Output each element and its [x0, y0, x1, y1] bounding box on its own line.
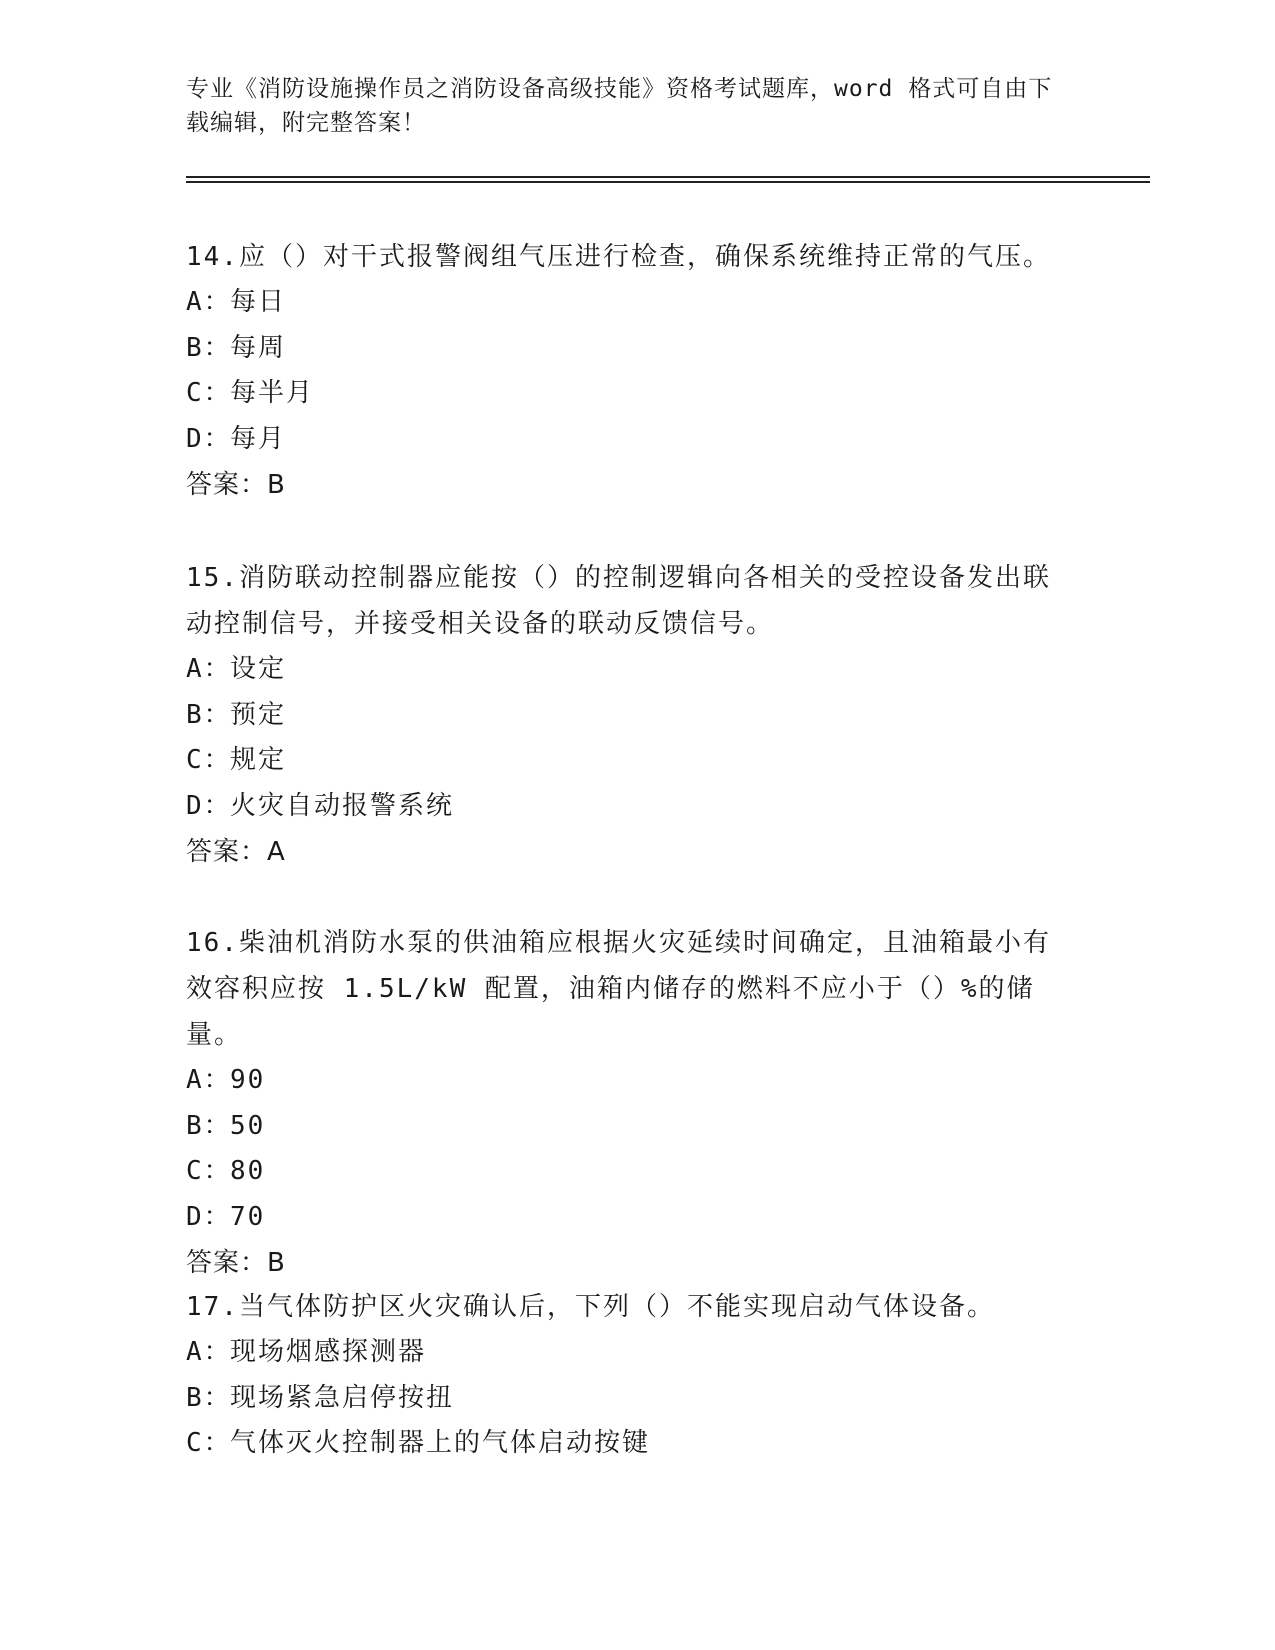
answer-line: 答案：B — [186, 1248, 286, 1278]
option-a — [186, 1058, 1086, 1104]
option-text: 每半月 — [230, 378, 315, 408]
option-a — [186, 647, 1086, 693]
option-key: A： — [186, 654, 232, 684]
option-text: 50 — [230, 1110, 266, 1141]
option-key: D： — [186, 423, 232, 454]
option-d — [186, 784, 1086, 830]
option-a — [186, 1330, 1086, 1376]
option-text: 每日 — [230, 287, 287, 317]
question-text-line-1: 15.消防联动控制器应能按（）的控制逻辑向各相关的受控设备发出联 — [186, 563, 1051, 593]
question-14 — [186, 234, 1086, 508]
option-text: 设定 — [230, 654, 287, 684]
question-17 — [186, 1284, 1086, 1467]
option-c — [186, 371, 1086, 417]
option-key: A： — [186, 1065, 232, 1095]
option-text: 火灾自动报警系统 — [230, 790, 455, 821]
option-a — [186, 280, 1086, 326]
option-d — [186, 417, 1086, 463]
option-b — [186, 693, 1086, 739]
option-text: 80 — [230, 1156, 266, 1186]
option-text: 规定 — [230, 745, 287, 775]
option-c — [186, 738, 1086, 784]
option-c — [186, 1421, 1086, 1467]
question-text-line-2: 效容积应按 1.5L/kW 配置，油箱内储存的燃料不应小于（）%的储量。 — [186, 974, 1035, 1050]
question-text: 14.应（）对干式报警阀组气压进行检查，确保系统维持正常的气压。 — [186, 242, 1051, 272]
option-key: B： — [186, 1110, 232, 1141]
option-key: B： — [186, 1382, 232, 1413]
option-text: 每月 — [230, 423, 287, 454]
question-text-line-2: 动控制信号，并接受相关设备的联动反馈信号。 — [186, 609, 775, 639]
option-text: 90 — [230, 1065, 266, 1095]
option-text: 每周 — [230, 332, 287, 363]
answer-line: 答案：A — [186, 837, 286, 867]
option-b — [186, 1104, 1086, 1150]
option-key: D： — [186, 790, 232, 821]
option-key: B： — [186, 332, 232, 363]
header-rule-top — [186, 176, 1150, 178]
document-header — [186, 72, 1086, 140]
question-text: 17.当气体防护区火灾确认后，下列（）不能实现启动气体设备。 — [186, 1292, 995, 1322]
option-text: 现场烟感探测器 — [230, 1337, 427, 1367]
option-key: A： — [186, 1337, 232, 1367]
option-key: B： — [186, 699, 232, 730]
option-key: C： — [186, 1428, 232, 1458]
option-text: 现场紧急启停按扭 — [230, 1382, 455, 1413]
option-d — [186, 1195, 1086, 1241]
option-key: D： — [186, 1201, 232, 1232]
option-c — [186, 1149, 1086, 1195]
option-key: C： — [186, 1156, 232, 1186]
answer-line: 答案：B — [186, 470, 286, 500]
question-16 — [186, 920, 1086, 1286]
question-15 — [186, 555, 1086, 875]
option-text: 70 — [230, 1201, 266, 1232]
header-rule-bottom — [186, 181, 1150, 183]
option-key: C： — [186, 745, 232, 775]
option-key: C： — [186, 378, 232, 408]
header-line-1: 专业《消防设施操作员之消防设备高级技能》资格考试题库，word 格式可自由下 — [186, 76, 1053, 102]
option-b — [186, 1376, 1086, 1422]
option-b — [186, 326, 1086, 372]
option-text: 预定 — [230, 699, 287, 730]
option-text: 气体灭火控制器上的气体启动按键 — [230, 1428, 651, 1458]
question-text-line-1: 16.柴油机消防水泵的供油箱应根据火灾延续时间确定，且油箱最小有 — [186, 928, 1051, 958]
option-key: A： — [186, 287, 232, 317]
header-line-2: 载编辑，附完整答案！ — [186, 110, 426, 136]
